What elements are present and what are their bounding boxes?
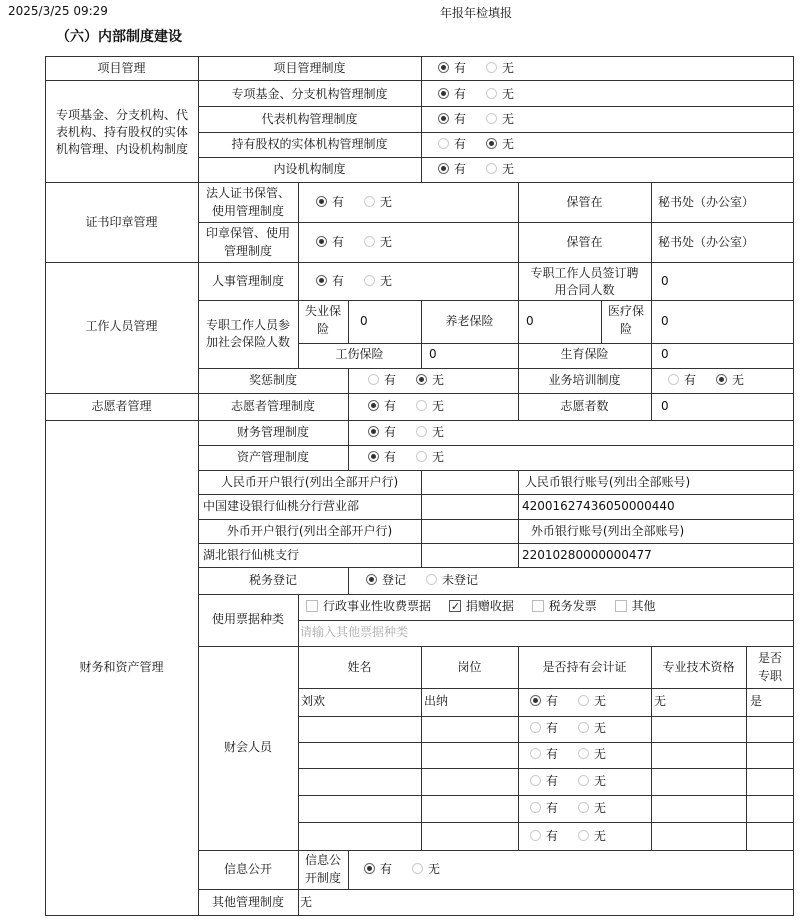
- staff-row-1-cert-radio[interactable]: 有 无: [530, 693, 606, 710]
- asset-system-label: 资产管理制度: [236, 450, 309, 464]
- disclosure-label: 信息公开: [223, 862, 272, 876]
- contract-count-line2: 用合同人数: [554, 283, 615, 297]
- reward-system-radio-group[interactable]: 有 无: [368, 372, 444, 389]
- seal-custody-label: 保管在: [566, 235, 603, 249]
- maternity-label: 生育保险: [560, 347, 609, 361]
- invoice-type-checkbox-group[interactable]: 行政事业性收费票据 ✓ 捐赠收据 税务发票 其他: [306, 598, 656, 615]
- staff-row-1-post: 出纳: [424, 694, 449, 708]
- representative-radio-group[interactable]: 有 无: [438, 111, 514, 128]
- radio-selected-icon[interactable]: [530, 695, 541, 706]
- checkbox-icon[interactable]: [615, 600, 627, 612]
- radio-selected-icon[interactable]: [438, 163, 449, 174]
- volunteer-system-label: 志愿者管理制度: [230, 399, 315, 413]
- insurance-count-line1: 专职工作人员参: [205, 318, 290, 332]
- col-name-header: 姓名: [347, 660, 372, 674]
- disclosure-system-line1: 信息公: [304, 853, 341, 867]
- branch-radio-group[interactable]: 有 无: [438, 86, 514, 103]
- radio-selected-icon[interactable]: [368, 426, 379, 437]
- radio-icon[interactable]: [368, 374, 379, 385]
- radio-icon[interactable]: [364, 196, 375, 207]
- radio-icon[interactable]: [578, 775, 589, 786]
- radio-icon[interactable]: [486, 88, 497, 99]
- unemployment-label-line2: 险: [316, 322, 329, 336]
- seal-system-line2: 管理制度: [223, 244, 272, 258]
- maternity-value: 0: [661, 347, 669, 361]
- radio-icon[interactable]: [530, 775, 541, 786]
- other-system-label: 其他管理制度: [211, 895, 284, 909]
- finance-system-radio-group[interactable]: 有 无: [368, 424, 444, 441]
- hr-system-radio-group[interactable]: 有 无: [316, 273, 392, 290]
- medical-label-line1: 医疗保: [607, 304, 644, 318]
- fx-bank-header: 外币开户银行(列出全部开户行): [226, 524, 393, 538]
- training-system-label: 业务培训制度: [548, 373, 621, 387]
- staff-row-1-fulltime: 是: [750, 694, 763, 708]
- col-fulltime-header-line2: 专职: [757, 669, 782, 683]
- radio-icon[interactable]: [578, 748, 589, 759]
- fx-bank-value: 湖北银行仙桃支行: [203, 548, 300, 562]
- injury-label: 工伤保险: [335, 347, 384, 361]
- col-fulltime-header-line1: 是否: [757, 651, 782, 665]
- other-system-value: 无: [300, 895, 313, 909]
- radio-icon[interactable]: [364, 236, 375, 247]
- license-system-line2: 使用管理制度: [211, 204, 284, 218]
- staff-row-5-cert-radio[interactable]: 有 无: [530, 800, 606, 817]
- rmb-bank-value: 中国建设银行仙桃分行营业部: [203, 499, 360, 513]
- rmb-account-value: 42001627436050000440: [522, 499, 675, 513]
- radio-selected-icon[interactable]: [416, 374, 427, 385]
- radio-selected-icon[interactable]: [486, 138, 497, 149]
- radio-icon[interactable]: [578, 830, 589, 841]
- representative-system-label: 代表机构管理制度: [261, 112, 358, 126]
- staff-row-6-cert-radio[interactable]: 有 无: [530, 828, 606, 845]
- radio-icon[interactable]: [438, 138, 449, 149]
- injury-value: 0: [429, 347, 437, 361]
- project-mgmt-category: 项目管理: [97, 61, 146, 75]
- project-mgmt-radio-group[interactable]: 有 无: [438, 60, 514, 77]
- branch-system-label: 专项基金、分支机构管理制度: [231, 87, 388, 101]
- radio-icon[interactable]: [578, 802, 589, 813]
- radio-icon[interactable]: [530, 830, 541, 841]
- license-system-line1: 法人证书保管、: [205, 186, 290, 200]
- radio-selected-icon[interactable]: [364, 863, 375, 874]
- radio-icon[interactable]: [416, 451, 427, 462]
- staff-row-2-cert-radio[interactable]: 有 无: [530, 720, 606, 737]
- seal-radio-group[interactable]: 有 无: [316, 234, 392, 251]
- radio-icon[interactable]: [486, 113, 497, 124]
- finance-system-label: 财务管理制度: [236, 425, 309, 439]
- special-category-line3: 机构管理、内设机构制度: [56, 142, 189, 156]
- medical-label-line2: 险: [619, 322, 632, 336]
- radio-icon[interactable]: [416, 426, 427, 437]
- radio-icon[interactable]: [578, 722, 589, 733]
- finance-category: 财务和资产管理: [79, 660, 164, 674]
- staff-mgmt-category: 工作人员管理: [85, 319, 158, 333]
- volunteer-count-value: 0: [661, 399, 669, 413]
- volunteer-category: 志愿者管理: [91, 399, 152, 413]
- print-timestamp: 2025/3/25 09:29: [8, 4, 108, 18]
- rmb-bank-header: 人民币开户银行(列出全部开户行): [220, 475, 399, 489]
- pension-value: 0: [526, 314, 534, 328]
- license-radio-group[interactable]: 有 无: [316, 194, 392, 211]
- volunteer-count-label: 志愿者数: [560, 399, 609, 413]
- special-category-line2: 表机构、持有股权的实体: [56, 125, 189, 139]
- medical-value: 0: [661, 314, 669, 328]
- staff-row-1-tech: 无: [654, 694, 667, 708]
- col-post-header: 岗位: [457, 660, 482, 674]
- radio-icon[interactable]: [530, 748, 541, 759]
- asset-system-radio-group[interactable]: 有 无: [368, 449, 444, 466]
- special-category-line1: 专项基金、分支机构、代: [56, 108, 189, 122]
- checkbox-icon[interactable]: [532, 600, 544, 612]
- fx-account-value: 22010280000000477: [522, 548, 652, 562]
- radio-icon[interactable]: [426, 574, 437, 585]
- radio-icon[interactable]: [412, 863, 423, 874]
- checkbox-icon[interactable]: [306, 600, 318, 612]
- disclosure-system-line2: 开制度: [304, 871, 341, 885]
- rmb-account-header: 人民币银行账号(列出全部账号): [524, 475, 691, 489]
- staff-row-3-cert-radio[interactable]: 有 无: [530, 746, 606, 763]
- unemployment-label-line1: 失业保: [304, 304, 341, 318]
- radio-icon[interactable]: [578, 695, 589, 706]
- radio-selected-icon[interactable]: [368, 400, 379, 411]
- cert-seal-category: 证书印章管理: [85, 215, 158, 229]
- fx-account-header: 外币银行账号(列出全部账号): [530, 524, 685, 538]
- document-title: 年报年检填报: [440, 6, 513, 20]
- hr-system-label: 人事管理制度: [211, 274, 284, 288]
- volunteer-system-radio-group[interactable]: 有 无: [368, 398, 444, 415]
- license-custody-label: 保管在: [566, 195, 603, 209]
- equity-entity-radio-group[interactable]: 有 无: [438, 136, 514, 153]
- staff-row-4-cert-radio[interactable]: 有 无: [530, 773, 606, 790]
- radio-icon[interactable]: [530, 722, 541, 733]
- radio-icon[interactable]: [668, 374, 679, 385]
- insurance-count-line2: 加社会保险人数: [205, 335, 290, 349]
- radio-icon[interactable]: [416, 400, 427, 411]
- project-mgmt-system-label: 项目管理制度: [273, 61, 346, 75]
- radio-selected-icon[interactable]: [366, 574, 377, 585]
- radio-selected-icon[interactable]: [368, 451, 379, 462]
- radio-icon[interactable]: [486, 163, 497, 174]
- seal-system-line1: 印章保管、使用: [205, 226, 290, 240]
- reward-system-label: 奖惩制度: [248, 373, 297, 387]
- radio-icon[interactable]: [530, 802, 541, 813]
- col-cert-header: 是否持有会计证: [542, 660, 627, 674]
- training-system-radio-group[interactable]: 有 无: [668, 372, 744, 389]
- radio-selected-icon[interactable]: [316, 196, 327, 207]
- internal-org-system-label: 内设机构制度: [273, 162, 346, 176]
- equity-entity-system-label: 持有股权的实体机构管理制度: [231, 137, 388, 151]
- invoice-type-label: 使用票据种类: [211, 612, 284, 626]
- accounting-staff-label: 财会人员: [223, 740, 272, 754]
- radio-selected-icon[interactable]: [316, 236, 327, 247]
- disclosure-radio-group[interactable]: 有 无: [364, 861, 440, 878]
- col-tech-header: 专业技术资格: [662, 660, 735, 674]
- license-custody-value: 秘书处（办公室）: [658, 195, 755, 209]
- contract-count-value: 0: [661, 274, 669, 288]
- radio-selected-icon[interactable]: [316, 275, 327, 286]
- radio-selected-icon[interactable]: [438, 88, 449, 99]
- section-title: （六）内部制度建设: [56, 29, 182, 45]
- radio-selected-icon[interactable]: [716, 374, 727, 385]
- pension-label: 养老保险: [445, 314, 494, 328]
- radio-icon[interactable]: [364, 275, 375, 286]
- seal-custody-value: 秘书处（办公室）: [658, 235, 755, 249]
- other-invoice-input[interactable]: 请输入其他票据种类: [300, 625, 409, 639]
- checkbox-checked-icon[interactable]: [449, 600, 461, 612]
- radio-icon[interactable]: [486, 62, 497, 73]
- radio-selected-icon[interactable]: [438, 113, 449, 124]
- internal-org-radio-group[interactable]: 有 无: [438, 161, 514, 178]
- tax-registration-radio-group[interactable]: 登记 未登记: [366, 572, 478, 589]
- contract-count-line1: 专职工作人员签订聘: [530, 266, 639, 280]
- radio-selected-icon[interactable]: [438, 62, 449, 73]
- unemployment-value: 0: [360, 314, 368, 328]
- staff-row-1-name: 刘欢: [301, 694, 326, 708]
- tax-registration-label: 税务登记: [248, 573, 297, 587]
